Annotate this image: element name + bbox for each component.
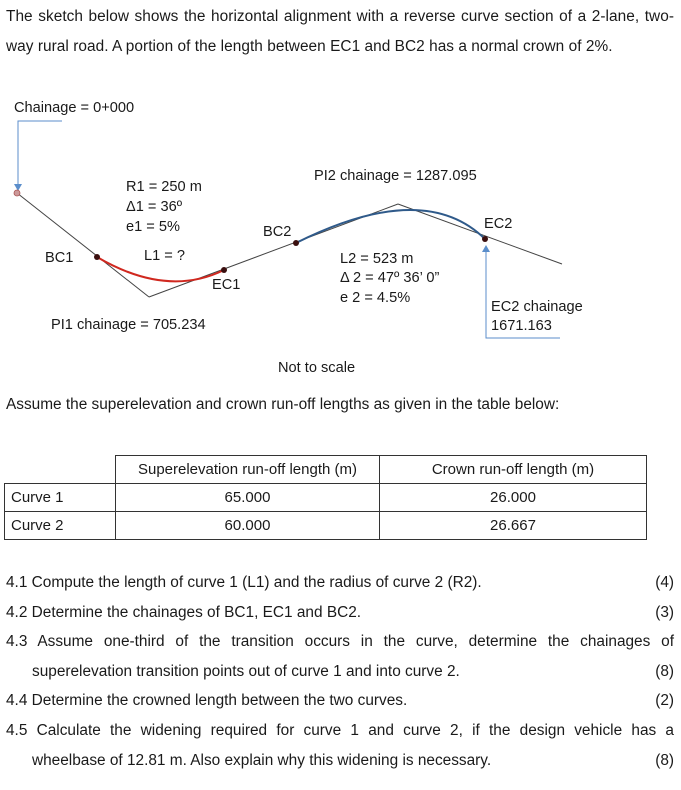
question-4-4 bbox=[6, 686, 674, 716]
alignment-sketch bbox=[0, 90, 681, 390]
ec2-point bbox=[482, 236, 488, 242]
question-text: 4.1 Compute the length of curve 1 (L1) and the radius of curve 2 (R2). bbox=[6, 574, 482, 591]
row-label: Curve 1 bbox=[5, 484, 116, 512]
question-4-5 bbox=[6, 716, 674, 775]
crown-cell: 26.000 bbox=[380, 484, 647, 512]
ec2-chainage-value: 1671.163 bbox=[491, 318, 552, 334]
table-header-row bbox=[5, 456, 647, 484]
question-continuation: wheelbase of 12.81 m. Also explain why this widening is necessary. bbox=[32, 751, 492, 769]
bc2-point bbox=[293, 240, 299, 246]
question-4-2 bbox=[6, 598, 674, 628]
question-text: 4.5 Calculate the widening required for curve 1 and curve 2, if the design vehicle has a bbox=[6, 721, 674, 739]
question-text: 4.2 Determine the chainages of BC1, EC1 and BC2. bbox=[6, 603, 362, 621]
superelevation-header: Superelevation run-off length (m) bbox=[116, 456, 380, 484]
pi1-chainage-label: PI1 chainage = 705.234 bbox=[51, 317, 206, 333]
curve-2 bbox=[296, 210, 485, 243]
bc1-point bbox=[94, 254, 100, 260]
ec1-label: EC1 bbox=[212, 277, 241, 293]
question-marks: (3) bbox=[655, 603, 674, 621]
crown-header: Crown run-off length (m) bbox=[380, 456, 647, 484]
not-to-scale-note: Not to scale bbox=[278, 360, 356, 376]
assumption-text: Assume the superelevation and crown run-off lengths as given in the table below: bbox=[6, 396, 560, 413]
superelevation-cell: 60.000 bbox=[116, 512, 380, 540]
e2-label: e 2 = 4.5% bbox=[340, 290, 411, 306]
question-text: 4.4 Determine the crowned length between the two curves. bbox=[6, 692, 408, 710]
bc1-label: BC1 bbox=[45, 250, 74, 266]
question-marks: (4) bbox=[655, 574, 674, 591]
superelevation-cell: 65.000 bbox=[116, 484, 380, 512]
ec2-chainage-arrow bbox=[482, 245, 490, 252]
question-marks: (2) bbox=[655, 692, 674, 710]
row-label: Curve 2 bbox=[5, 512, 116, 540]
start-point bbox=[14, 190, 20, 196]
delta1-label: Δ1 = 36º bbox=[126, 199, 183, 215]
l2-label: L2 = 523 m bbox=[340, 251, 414, 267]
question-list bbox=[6, 568, 674, 775]
question-text: 4.3 Assume one-third of the transition occurs in the curve, determine the chainages of bbox=[6, 633, 674, 651]
table-corner bbox=[5, 456, 116, 484]
question-continuation: superelevation transition points out of curve 1 and into curve 2. bbox=[32, 662, 460, 680]
l1-label: L1 = ? bbox=[144, 248, 185, 264]
chainage-start-label: Chainage = 0+000 bbox=[14, 100, 135, 116]
question-4-3 bbox=[6, 627, 674, 686]
question-marks: (8) bbox=[655, 751, 674, 769]
runoff-table bbox=[4, 455, 647, 540]
question-4-1 bbox=[6, 568, 674, 598]
ec2-chainage-label: EC2 chainage bbox=[491, 299, 583, 315]
problem-intro: The sketch below shows the horizontal alignment with a reverse curve section of a 2-lane, two-way rural road. A portion of the length between EC1 and BC2 has a normal crown of 2%. bbox=[6, 8, 674, 55]
table-row bbox=[5, 484, 647, 512]
ec1-point bbox=[221, 267, 227, 273]
table-row bbox=[5, 512, 647, 540]
chainage-start-leader bbox=[18, 121, 62, 187]
e1-label: e1 = 5% bbox=[126, 219, 180, 235]
ec2-label: EC2 bbox=[484, 216, 513, 232]
delta2-label: Δ 2 = 47º 36’ 0” bbox=[340, 270, 440, 286]
question-marks: (8) bbox=[655, 662, 674, 680]
bc2-label: BC2 bbox=[263, 224, 292, 240]
r1-label: R1 = 250 m bbox=[126, 179, 202, 195]
crown-cell: 26.667 bbox=[380, 512, 647, 540]
pi2-chainage-label: PI2 chainage = 1287.095 bbox=[314, 168, 477, 184]
